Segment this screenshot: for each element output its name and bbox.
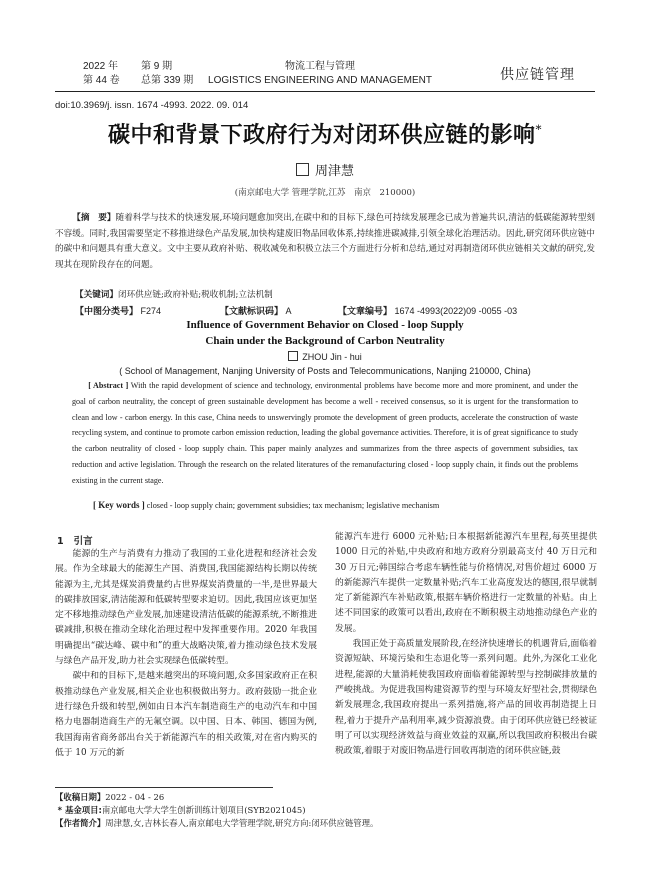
header-rule	[55, 91, 595, 92]
journal-name-cn: 物流工程与管理	[285, 61, 355, 72]
article-number	[338, 304, 517, 317]
header-volume: 第 44 卷	[83, 75, 120, 86]
header-issue: 第 9 期	[141, 61, 173, 72]
article-number-label: 【文章编号】	[338, 307, 393, 317]
author-cn	[0, 160, 650, 179]
paragraph: 能源汽车进行 6000 元补贴;日本根据新能源汽车里程,每英里提供 1000 日元的补贴,中央政府和地方政府分别最高支付 40 万日元和 30 万日元;韩国综合考虑车辆性能与价格情况,对售价超过 6000 万的新能源汽车提供一定数量补贴;汽车工业高度发达的德国,很早就制定了新能源汽车补贴政策,根据车辆价格进行一定数量的补贴。由上述不同国家的政策可以看出,政府在不断积极主动地推动绿色产业的发展。	[335, 532, 597, 634]
section-heading	[57, 533, 93, 547]
author-name-cn: 周津慧	[314, 164, 354, 179]
abstract-en-text: With the rapid development of science and technology, environmental problems have become more and more prominent, and under the goal of carbon neutrality, the concept of green sustainable development has become a well - received consensus, so it is urgent for the transformation to clean and low - carbon energy. In this case, China needs to unswervingly promote the development of green products, accelerate the construction of waste recycling system, and continue to promote carbon emission reduction, leading the global governance activities. Therefore, it is of great significance to study the carbon neutrality of closed - loop supply chain. This paper mainly analyzes and summarizes from the three aspects of government subsidies, tax reduction and active legislation. Through the research on the related literatures of the remanufacturing closed - loop supply chain, it finds out the problems existing in the current stage.	[72, 381, 578, 485]
article-number-value: 1674 -4993(2022)09 -0055 -03	[394, 306, 518, 316]
fund-project	[55, 804, 615, 817]
keywords-cn-text: 闭环供应链;政府补贴;税收机制;立法机制	[117, 290, 273, 300]
keywords-en-text: closed - loop supply chain; government subsidies; tax mechanism; legislative mechanism	[146, 501, 440, 510]
clc	[75, 304, 161, 317]
doc-code	[220, 304, 292, 317]
title-en-line-1: Influence of Government Behavior on Closed - loop Supply	[186, 319, 464, 331]
journal-name-en: LOGISTICS ENGINEERING AND MANAGEMENT	[208, 75, 432, 86]
title-footnote-mark: *	[535, 122, 542, 137]
fund-project-label: * 基金项目:	[57, 804, 102, 815]
affiliation-cn: (南京邮电大学 管理学院,江苏 南京 210000)	[234, 188, 416, 198]
header-total-issue: 总第 339 期	[141, 75, 194, 86]
section-title: 引言	[73, 536, 93, 547]
author-bio-label: 【作者简介】	[55, 817, 106, 828]
footnote-rule	[55, 787, 273, 788]
paragraph: 我国正处于高质量发展阶段,在经济快速增长的机遇背后,面临着资源短缺、环境污染和生态退化等一系列问题。此外,为深化工业化进程,能源的大量消耗使我国政府面临着能源转型与控制碳排放量的严峻挑战。为促进我国构建资源节约型与环境友好型社会,贯彻绿色新发展理念,我国政府提出一系列措施,将产品的回收再制造提上日程,着力于提升产品利用率,减少资源浪费。由于闭环供应链已经被证明了可以实现经济效益与商业效益的双赢,所以我国政府积极出台碳税政策,着眼于对废旧物品进行回收再制造的闭环供应链,鼓	[335, 639, 597, 757]
author-name-en: ZHOU Jin - hui	[302, 352, 362, 362]
paragraph: 能源的生产与消费有力推动了我国的工业化进程和经济社会发展。作为全球最大的能源生产国、消费国,我国能源结构长期以传统能源为主,尤其是煤炭消费量约占世界煤炭消费量的一半,是世界最大的碳排放国家,清洁能源和低碳转型要求迫切。因此,我国应该更加坚定不移地推动绿色产业发展,加速建设清洁低碳的能源系统,不断推进碳减排,积极在推动全球化治理过程中发挥重要作用。2020 年我国明确提出“碳达峰、碳中和”的重大战略决策,着力推动绿色技术发展与绿色产品开发,助力社会实现绿色低碳转型。	[55, 549, 317, 667]
running-header-issue-info	[83, 60, 193, 88]
body-column-left	[55, 547, 317, 761]
received-date	[55, 791, 615, 804]
running-header-journal	[200, 60, 440, 88]
clc-value: F274	[140, 306, 162, 316]
abstract-cn-label: 【摘 要】	[72, 213, 116, 223]
title-text: 碳中和背景下政府行为对闭环供应链的影响	[107, 122, 536, 148]
fund-project-value: 南京邮电大学大学生创新训练计划项目(SYB2021045)	[101, 804, 306, 815]
paper-title-en	[0, 317, 650, 349]
keywords-cn-label: 【关键词】	[75, 290, 118, 300]
received-date-value: 2022 - 04 - 26	[105, 792, 165, 802]
header-year: 2022 年	[83, 61, 119, 72]
received-date-label: 【收稿日期】	[55, 792, 106, 802]
author-bio-value: 周津慧,女,吉林长春人,南京邮电大学管理学院,研究方向:闭环供应链管理。	[105, 817, 379, 828]
doc-code-label: 【文献标识码】	[220, 307, 284, 317]
author-en	[0, 351, 650, 362]
abstract-cn	[55, 211, 595, 273]
abstract-en	[72, 378, 578, 489]
author-bio	[55, 817, 615, 830]
body-column-right	[335, 530, 597, 759]
affiliation-en: ( School of Management, Nanjing University of Posts and Telecommunications, Nanjing 210000, China)	[119, 366, 531, 376]
doc-code-value: A	[285, 306, 292, 316]
author-box-icon	[296, 163, 309, 176]
title-en-line-2: Chain under the Background of Carbon Neutrality	[205, 335, 445, 347]
abstract-cn-text: 随着科学与技术的快速发展,环境问题愈加突出,在碳中和的目标下,绿色可持续发展理念已成为普遍共识,清洁的低碳能源转型刻不容缓。同时,我国需要坚定不移推进绿色产品发展,加快构建废旧物品回收体系,持续推进碳减排,引领全球化治理活动。因此,研究闭环供应链中的碳中和问题具有重大意义。文中主要从政府补贴、税收减免和积极立法三个方面进行分析和总结,通过对再制造闭环供应链相关文献的研究,发现其在现阶段存在的问题。	[55, 213, 595, 270]
clc-label: 【中图分类号】	[75, 307, 139, 317]
footnotes	[55, 791, 615, 829]
doi: doi:10.3969/j. issn. 1674 -4993. 2022. 09. 014	[55, 100, 249, 111]
abstract-en-label: [ Abstract ]	[88, 381, 129, 390]
keywords-en-label: [ Key words ]	[93, 500, 145, 510]
column-name: 供应链管理	[500, 67, 575, 83]
keywords-cn	[75, 288, 273, 300]
paragraph: 碳中和的目标下,是越来越突出的环境问题,众多国家政府正在积极推动绿色产业发展,相关企业也积极做出努力。政府鼓励一批企业进行绿色升级和转型,例如由日本汽车制造商生产的电动汽车和中国格力电器制造商生产的无氟空调。以中国、日本、韩国、德国为例,我国海南省商务部出台关于新能源汽车的相关政策,对在省内购买的低于 10 万元的新	[55, 671, 317, 758]
keywords-en	[93, 500, 439, 510]
author-en-box-icon	[288, 351, 298, 361]
paper-title-cn	[0, 118, 650, 149]
section-number: 1	[57, 536, 64, 547]
